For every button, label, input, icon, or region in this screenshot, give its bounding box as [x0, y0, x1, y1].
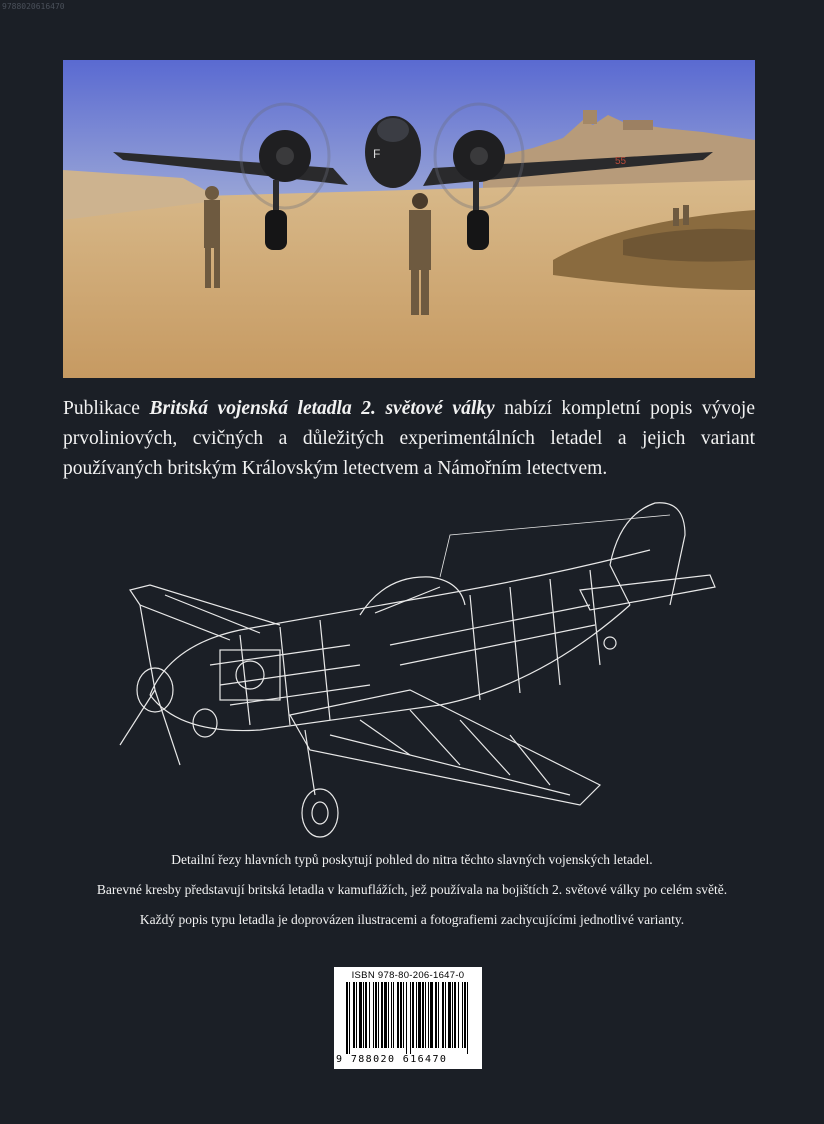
barcode-bar — [384, 982, 387, 1048]
barcode-bar — [454, 982, 456, 1048]
barcode-bar — [412, 982, 414, 1048]
barcode-bar — [458, 982, 459, 1048]
feature-cutaways: Detailní řezy hlavních typů poskytují pohled do nitra těchto slavných vojenských letadel. — [171, 852, 653, 867]
wing-code: 55 — [615, 156, 627, 167]
barcode-bar — [448, 982, 451, 1048]
barcode-bar — [428, 982, 429, 1048]
fuselage-letter: F — [373, 147, 381, 161]
barcode-bar — [356, 982, 357, 1048]
barcode-bar — [373, 982, 374, 1048]
aircraft-cutaway-drawing — [110, 495, 720, 840]
feature-illustrations: Každý popis typu letadla je doprovázen ilustracemi a fotografiemi zachycujícími jednotlivé varianty. — [139, 912, 685, 927]
corner-code: 9788020616470 — [2, 2, 65, 11]
barcode-bar — [422, 982, 424, 1048]
barcode-bar — [346, 982, 348, 1054]
intro-lead: Publikace — [63, 398, 150, 419]
barcode-bar — [442, 982, 444, 1048]
feature-color-drawings: Barevné kresby představují britská letadla v kamuflážích, jež používala na bojištích 2. světové války po celém světě. — [96, 882, 728, 897]
barcode-bar — [464, 982, 466, 1048]
barcode-bars — [346, 982, 470, 1054]
barcode-bar — [400, 982, 402, 1048]
barcode-bar — [452, 982, 453, 1048]
barcode-bar — [467, 982, 468, 1054]
barcode-bar — [359, 982, 362, 1048]
barcode-bar — [418, 982, 421, 1048]
barcode-bar — [378, 982, 379, 1048]
barcode-bar — [403, 982, 404, 1048]
barcode-bar — [363, 982, 364, 1048]
barcode-bar — [369, 982, 370, 1048]
barcode-bar — [353, 982, 355, 1048]
book-title: Britská vojenská letadla 2. světové války — [149, 398, 495, 419]
barcode-bar — [391, 982, 392, 1048]
barcode-bar — [349, 982, 350, 1054]
isbn-barcode — [334, 967, 482, 1069]
barcode-bar — [393, 982, 394, 1048]
barcode-bar — [438, 982, 439, 1048]
barcode-bar — [425, 982, 426, 1048]
intro-rest: nabízí kompletní popis vývoje prvoliniových, cvičných a důležitých experimentálních letadel a jejich variant používaných britským Královským letectvem a Námořním letectvem. — [63, 398, 755, 479]
aircraft-photo — [63, 60, 755, 378]
intro-paragraph — [63, 394, 755, 484]
ean-digits: 9 788020 616470 — [336, 1054, 448, 1065]
barcode-bar — [397, 982, 399, 1048]
feature-list — [40, 852, 784, 942]
barcode-bar — [381, 982, 383, 1048]
barcode-bar — [388, 982, 389, 1048]
isbn-label: ISBN 978-80-206-1647-0 — [351, 970, 465, 981]
barcode-bar — [430, 982, 433, 1048]
barcode-bar — [416, 982, 417, 1048]
barcode-bar — [375, 982, 377, 1048]
barcode-bar — [445, 982, 446, 1048]
barcode-bar — [462, 982, 463, 1048]
barcode-bar — [406, 982, 407, 1054]
barcode-bar — [435, 982, 437, 1048]
barcode-bar — [410, 982, 411, 1054]
barcode-bar — [365, 982, 367, 1048]
